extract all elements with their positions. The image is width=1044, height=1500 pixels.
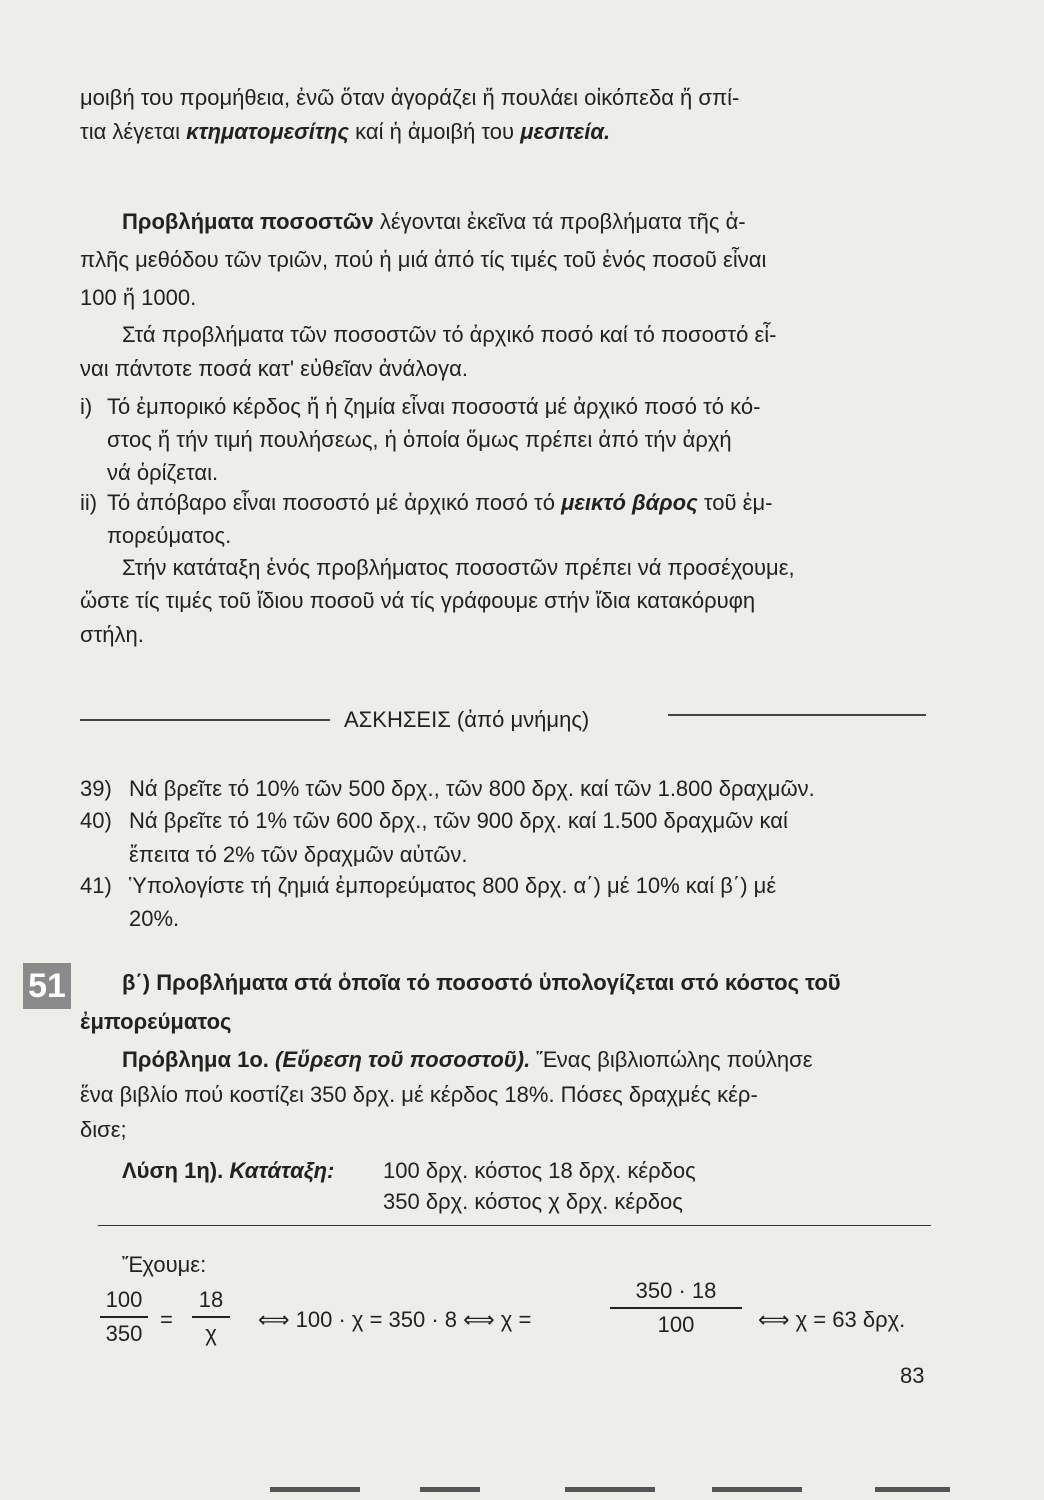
- fraction-bar: [100, 1316, 148, 1318]
- item-ii-line-1: [107, 488, 772, 518]
- fraction-denominator: χ: [205, 1321, 217, 1346]
- classification-row-2: 350 δρχ. κόστος χ δρχ. κέρδος: [383, 1189, 683, 1214]
- solution-label-line: [122, 1156, 334, 1186]
- paragraph-3-line-1: Στήν κατάταξη ἑνός προβλήματος ποσοστῶν πρέπει νά προσέχουμε,: [122, 555, 795, 580]
- solution-label: Λύση 1η).: [122, 1158, 224, 1183]
- equation-step-1: ⟺ 100 · χ = 350 · 8 ⟺ χ =: [258, 1307, 532, 1332]
- item-ii-line-2: πορεύματος.: [107, 523, 232, 548]
- solution-divider: [98, 1225, 931, 1226]
- definition-line-3: 100 ἤ 1000.: [80, 285, 197, 310]
- fraction-350x18-over-100: [610, 1278, 742, 1338]
- paragraph-3-line-3: στήλη.: [80, 622, 144, 647]
- item-ii-text: Τό ἀπόβαρο εἶναι ποσοστό μέ ἀρχικό ποσό τό: [107, 490, 562, 515]
- exercise-41-number: 41): [80, 873, 112, 898]
- fraction-denominator: 100: [657, 1312, 695, 1337]
- exercise-39: Νά βρεῖτε τό 10% τῶν 500 δρχ., τῶν 800 δρχ. καί τῶν 1.800 δραχμῶν.: [129, 776, 815, 801]
- classification-label: Κατάταξη:: [229, 1158, 335, 1183]
- classification-row-1: 100 δρχ. κόστος 18 δρχ. κέρδος: [383, 1158, 696, 1183]
- paragraph-2-line-1: Στά προβλήματα τῶν ποσοστῶν τό ἀρχικό ποσό καί τό ποσοστό εἶ-: [122, 322, 777, 347]
- problem-text: Ἕνας βιβλιοπώλης πούλησε: [530, 1047, 813, 1072]
- term-brokerage: μεσιτεία.: [520, 119, 611, 144]
- term-percentage-problems: Προβλήματα ποσοστῶν: [122, 209, 374, 234]
- item-i-line-1: Τό ἐμπορικό κέρδος ἤ ἡ ζημία εἶναι ποσοστά μέ ἀρχικό ποσό τό κό-: [107, 394, 761, 419]
- section-number-badge: 51: [23, 963, 71, 1009]
- fraction-bar: [192, 1316, 230, 1318]
- term-gross-weight: μεικτό βάρος: [561, 490, 698, 515]
- definition-text: λέγονται ἐκεῖνα τά προβλήματα τῆς ἁ-: [373, 209, 746, 234]
- fraction-numerator: 18: [198, 1287, 224, 1312]
- item-i-marker: i): [80, 394, 93, 419]
- definition-line-1: [122, 207, 746, 237]
- problem-line-3: δισε;: [80, 1117, 127, 1142]
- fraction-denominator: 350: [105, 1321, 143, 1346]
- problem-line-1: [122, 1045, 813, 1075]
- exercise-40-line-1: Νά βρεῖτε τό 1% τῶν 600 δρχ., τῶν 900 δρχ. καί 1.500 δραχμῶν καί: [129, 808, 788, 833]
- section-title-line-1: β΄) Προβλήματα στά ὁποῖα τό ποσοστό ὑπολογίζεται στό κόστος τοῦ: [122, 970, 841, 995]
- section-title-line-2: ἐμπορεύματος: [80, 1009, 232, 1034]
- problem-line-2: ἕνα βιβλίο πού κοστίζει 350 δρχ. μέ κέρδος 18%. Πόσες δραχμές κέρ-: [80, 1082, 758, 1107]
- fraction-numerator: 350 · 18: [635, 1278, 717, 1303]
- intro-text: καί ἡ ἀμοιβή του: [349, 119, 521, 144]
- print-mark: [270, 1487, 360, 1492]
- item-ii-marker: ii): [80, 490, 98, 515]
- equals-sign: =: [160, 1307, 173, 1332]
- fraction-bar: [610, 1307, 742, 1309]
- exercise-41-line-2: 20%.: [129, 906, 180, 931]
- we-have-label: Ἔχουμε:: [122, 1252, 207, 1277]
- equation-step-2: ⟺ χ = 63 δρχ.: [758, 1307, 906, 1332]
- intro-line-2: [80, 117, 610, 147]
- term-broker: κτηματομεσίτης: [186, 119, 349, 144]
- item-ii-text: τοῦ ἐμ-: [697, 490, 773, 515]
- exercise-40-line-2: ἔπειτα τό 2% τῶν δραχμῶν αὐτῶν.: [129, 842, 468, 867]
- definition-line-2: πλῆς μεθόδου τῶν τριῶν, πού ἡ μιά ἀπό τίς τιμές τοῦ ἑνός ποσοῦ εἶναι: [80, 247, 767, 272]
- problem-label: Πρόβλημα 1ο.: [122, 1047, 269, 1072]
- print-mark: [875, 1487, 950, 1492]
- exercise-41-line-1: Ὑπολογίστε τή ζημιά ἐμπορεύματος 800 δρχ. α΄) μέ 10% καί β΄) μέ: [129, 873, 777, 898]
- page-number: 83: [900, 1363, 925, 1388]
- exercises-heading: ΑΣΚΗΣΕΙΣ (ἀπό μνήμης): [344, 707, 590, 732]
- print-mark: [420, 1487, 480, 1492]
- print-mark: [712, 1487, 802, 1492]
- fraction-18-over-x: [192, 1287, 230, 1347]
- fraction-100-over-350: [100, 1287, 148, 1347]
- paragraph-2-line-2: ναι πάντοτε ποσά κατ' εὐθεῖαν ἀνάλογα.: [80, 356, 468, 381]
- heading-rule-left: [80, 719, 330, 721]
- heading-rule-right: [668, 714, 926, 716]
- exercise-40-number: 40): [80, 808, 112, 833]
- paragraph-3-line-2: ὥστε τίς τιμές τοῦ ἴδιου ποσοῦ νά τίς γράφουμε στήν ἴδια κατακόρυφη: [80, 588, 756, 613]
- problem-subtitle: (Εὕρεση τοῦ ποσοστοῦ).: [275, 1047, 531, 1072]
- item-i-line-2: στος ἤ τήν τιμή πουλήσεως, ἡ ὁποία ὅμως πρέπει ἀπό τήν ἀρχή: [107, 427, 732, 452]
- intro-text: τια λέγεται: [80, 119, 187, 144]
- fraction-numerator: 100: [105, 1287, 143, 1312]
- item-i-line-3: νά ὁρίζεται.: [107, 460, 219, 485]
- intro-line-1: μοιβή του προμήθεια, ἐνῶ ὅταν ἀγοράζει ἤ πουλάει οἰκόπεδα ἤ σπί-: [80, 85, 740, 110]
- print-mark: [565, 1487, 655, 1492]
- exercise-39-number: 39): [80, 776, 112, 801]
